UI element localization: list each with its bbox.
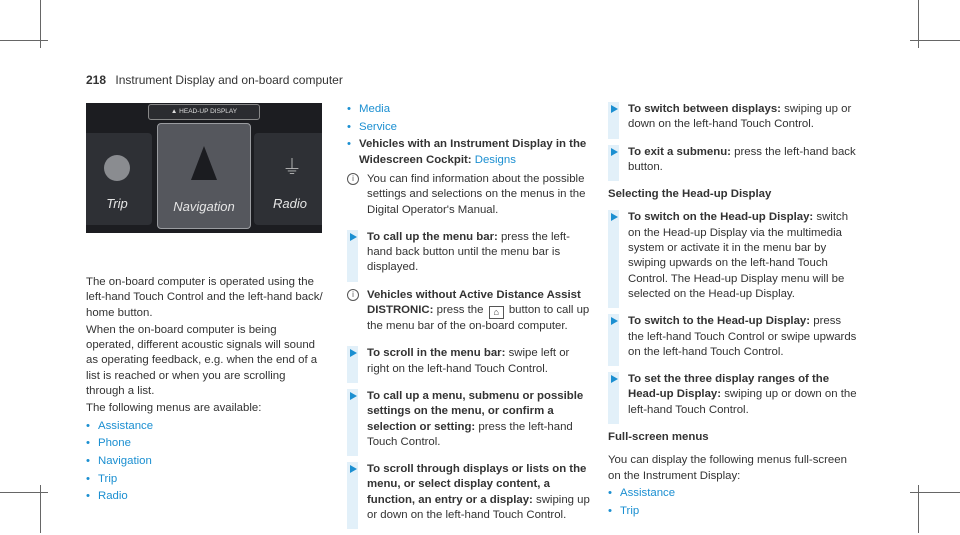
bullet-icon: • xyxy=(347,103,351,115)
bullet-icon: • xyxy=(86,455,90,468)
step-text: swipe left or right on the left-hand Touch Control. xyxy=(367,347,570,375)
bullet-icon: • xyxy=(347,138,351,151)
info-note xyxy=(347,172,591,218)
menu-link-phone[interactable]: Phone xyxy=(98,437,131,450)
list-item xyxy=(86,419,326,434)
note-text: button to call up the menu bar of the on-board computer. xyxy=(367,304,590,333)
page-title: Instrument Display and on-board computer xyxy=(115,73,343,87)
menu-link-assistance[interactable]: Assistance xyxy=(620,486,676,499)
step-text: swiping up or down on the left-hand Touch Control. xyxy=(367,493,590,522)
head-up-display-screenshot xyxy=(86,103,322,233)
list-item xyxy=(86,472,326,487)
step-title: To call up the menu bar: xyxy=(367,230,498,243)
note-title: Vehicles without Active Distance Assist DISTRONIC: xyxy=(367,288,581,317)
step-text: swiping up or down on the left-hand Touch Control. xyxy=(628,388,857,416)
instruction-step xyxy=(608,372,858,418)
navigation-arrow-icon xyxy=(191,146,217,180)
menu-link-radio[interactable]: Radio xyxy=(98,490,128,503)
instruction-step xyxy=(347,389,591,450)
intro-paragraph: The on-board computer is operated using the left-hand Touch Control and the left-hand back/ home button. xyxy=(86,276,323,319)
arrow-right-icon xyxy=(350,233,357,241)
column-3 xyxy=(608,102,858,521)
list-item xyxy=(608,504,858,519)
trip-card-label: Trip xyxy=(106,196,128,211)
bullet-icon: • xyxy=(86,437,90,450)
step-title: To exit a submenu: xyxy=(628,145,731,158)
crop-mark xyxy=(910,492,960,493)
menu-link-service[interactable]: Service xyxy=(359,120,397,133)
radio-card-label: Radio xyxy=(273,196,307,211)
navigation-card-label: Navigation xyxy=(173,199,235,214)
navigation-card xyxy=(157,123,251,229)
note-text: You can find information about the possible settings and selections on the menus in the Digital Operator's Manual. xyxy=(367,172,586,216)
section-heading: Full-screen menus xyxy=(608,431,709,444)
crop-mark xyxy=(0,492,48,493)
arrow-right-icon xyxy=(350,392,357,400)
home-icon: ⌂ xyxy=(489,306,504,319)
crop-mark xyxy=(910,40,960,41)
designs-link[interactable]: Designs xyxy=(474,153,516,166)
step-bar xyxy=(608,210,619,308)
column-2 xyxy=(347,102,591,535)
arrow-right-icon xyxy=(350,349,357,357)
section-heading: Selecting the Head-up Display xyxy=(608,188,772,201)
page-header xyxy=(86,73,343,87)
note-text: press the xyxy=(436,304,484,317)
list-item xyxy=(86,489,326,504)
info-note xyxy=(347,288,591,335)
bullet-icon: • xyxy=(608,504,612,517)
bullet-icon: • xyxy=(86,419,90,432)
step-title: To switch on the Head-up Display: xyxy=(628,211,814,224)
menu-link-trip[interactable]: Trip xyxy=(98,472,118,485)
bullet-icon: • xyxy=(86,472,90,485)
list-item xyxy=(86,454,326,469)
instruction-step xyxy=(347,462,591,523)
arrow-right-icon xyxy=(611,213,618,221)
info-icon: i xyxy=(347,289,359,301)
list-item xyxy=(608,486,858,501)
column-1 xyxy=(86,275,326,507)
step-title: To call up a menu, submenu or possible settings on the menu, or confirm a selection or setting: xyxy=(367,389,584,433)
instruction-step xyxy=(608,102,858,133)
menu-link-assistance[interactable]: Assistance xyxy=(98,419,154,432)
instruction-step xyxy=(608,314,858,360)
step-text: swiping up or down on the left-hand Touch Control. xyxy=(628,103,852,131)
antenna-icon: ⏚ xyxy=(282,157,302,179)
step-text: press the left-hand Touch Control. xyxy=(367,420,573,448)
list-item xyxy=(347,102,591,117)
bullet-icon: • xyxy=(86,490,90,503)
trip-icon xyxy=(104,155,130,181)
step-title: To switch to the Head-up Display: xyxy=(628,315,811,328)
arrow-right-icon xyxy=(611,148,618,156)
bullet-icon: • xyxy=(347,120,351,133)
step-title: To scroll in the menu bar: xyxy=(367,347,506,360)
fullscreen-paragraph: You can display the following menus full-screen on the Instrument Display: xyxy=(608,454,847,482)
instruction-step xyxy=(347,346,591,377)
step-text: switch on the Head-up Display via the multimedia system or activate it in the menu bar by swiping upwards on the left-hand Touch Control. The Head-up Display menu will be selected on the Head-up Display. xyxy=(628,211,849,300)
feedback-paragraph: When the on-board computer is being operated, different acoustic signals will sound as operating feedback, e.g. when the end of a list is reached or when you are scrolling through a list. xyxy=(86,323,318,398)
step-title: To switch between displays: xyxy=(628,103,781,115)
step-text: press the left-hand back button. xyxy=(628,145,856,173)
instruction-step xyxy=(608,145,858,176)
step-title: To set the three display ranges of the Head-up Display: xyxy=(628,373,830,401)
list-item xyxy=(86,436,326,451)
info-icon: i xyxy=(347,173,359,185)
arrow-right-icon xyxy=(350,465,357,473)
arrow-right-icon xyxy=(611,105,618,113)
menu-link-trip[interactable]: Trip xyxy=(620,504,640,517)
page-number: 218 xyxy=(86,73,107,87)
head-up-display-tab: ▲ HEAD-UP DISPLAY xyxy=(148,104,260,120)
step-text: press the left-hand back button until the menu bar is displayed. xyxy=(367,230,570,274)
arrow-right-icon xyxy=(611,375,618,383)
trip-card xyxy=(86,133,152,225)
menu-link-media[interactable]: Media xyxy=(359,103,391,115)
radio-card xyxy=(254,133,322,225)
crop-mark xyxy=(0,40,48,41)
menu-link-navigation[interactable]: Navigation xyxy=(98,455,152,468)
instruction-step xyxy=(347,230,591,276)
step-title: To scroll through displays or lists on the menu, or select display content, a function, an entry or a display: xyxy=(367,463,587,506)
list-item xyxy=(347,137,591,168)
step-text: press the left-hand Touch Control or swipe upwards on the left-hand Touch Control. xyxy=(628,315,857,358)
list-item xyxy=(347,120,591,135)
arrow-right-icon xyxy=(611,317,618,325)
menus-intro: The following menus are available: xyxy=(86,402,262,415)
instruction-step xyxy=(608,210,858,302)
vehicles-widescreen-text: Vehicles with an Instrument Display in the Widescreen Cockpit: xyxy=(359,138,587,166)
bullet-icon: • xyxy=(608,486,612,499)
